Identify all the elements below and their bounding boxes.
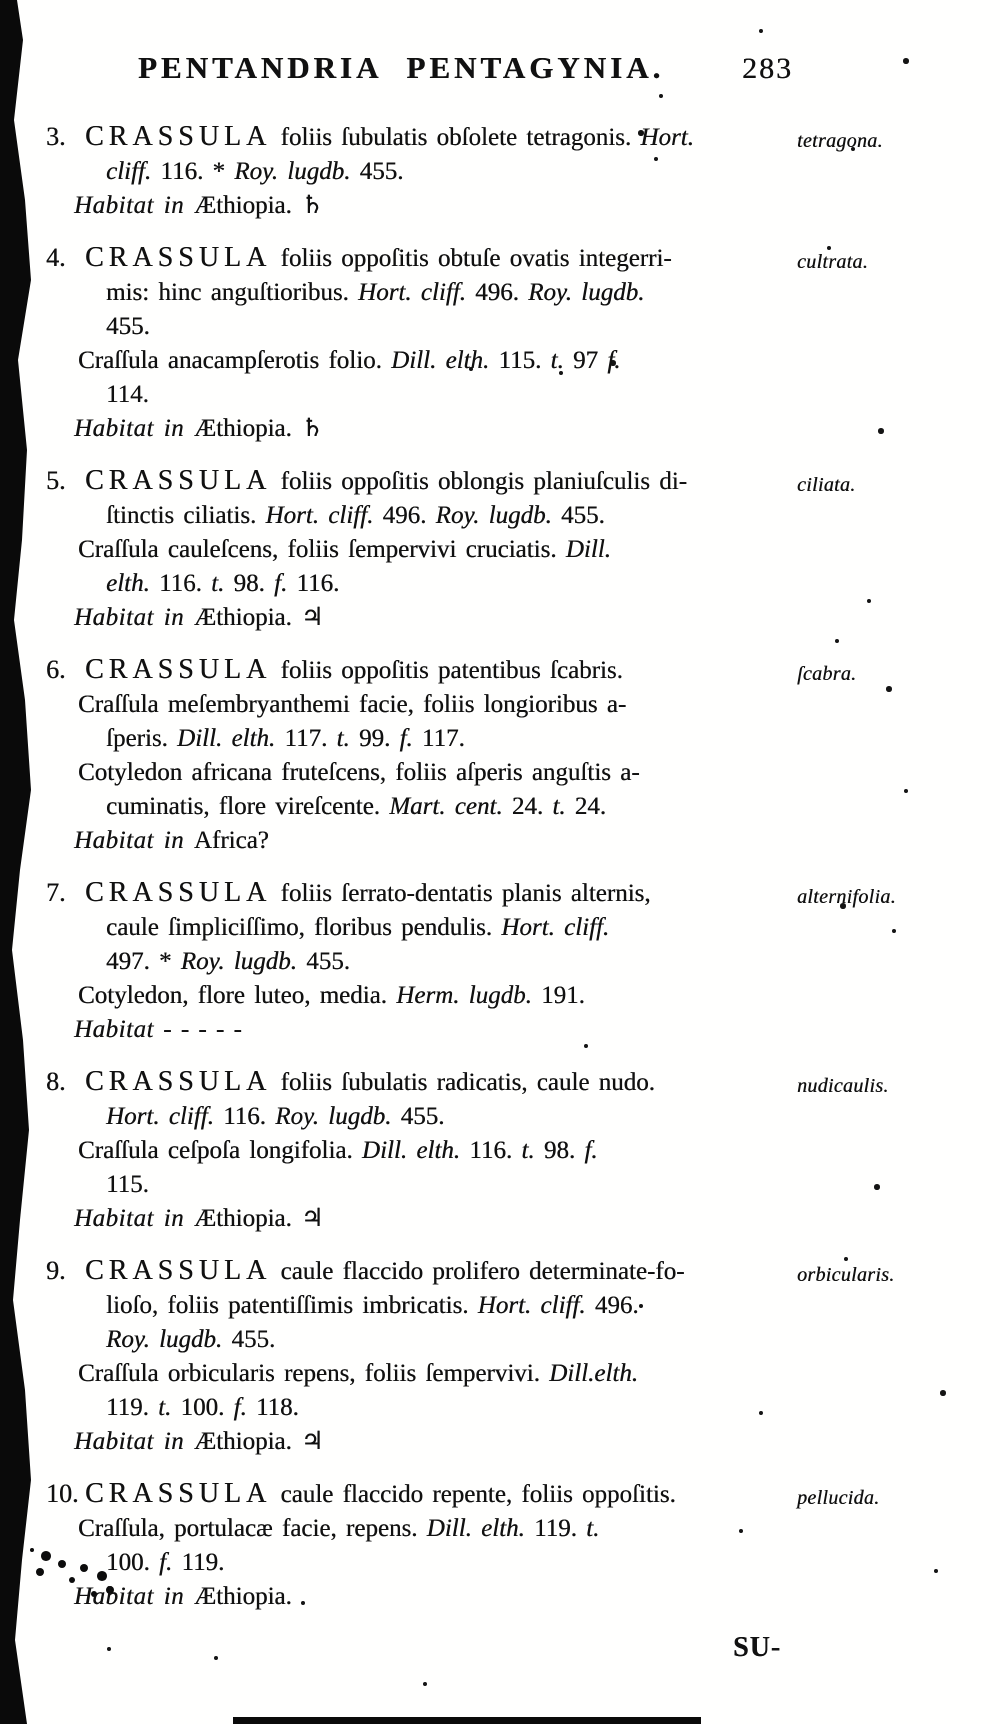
genus-name: CRASSULA — [85, 654, 272, 685]
species-entry — [0, 241, 1000, 446]
text-run: f. — [584, 1137, 598, 1164]
text-run: Mart. cent. — [389, 793, 512, 820]
text-run: Roy. lugdb. — [528, 279, 645, 306]
entry-line — [0, 1546, 1000, 1580]
text-run: Craſſula cauleſcens, foliis ſempervivi cruciatis. — [78, 536, 566, 563]
text-run: Cotyledon africana fruteſcens, foliis aſperis anguſtis a- — [78, 759, 640, 786]
entry-line — [0, 1100, 1000, 1134]
entry-line — [0, 155, 1000, 189]
text-run: Dill. elth. — [391, 347, 499, 374]
text-run: 455. — [359, 158, 404, 185]
text-run: caule ſimpliciſſimo, floribus pendulis. — [106, 914, 502, 941]
text-run: 455. — [400, 1103, 445, 1130]
text-run: Roy. lugdb. — [234, 158, 360, 185]
margin-species-epithet: pellucida. — [797, 1487, 880, 1509]
text-run: foliis oppoſitis patentibus ſcabris. — [271, 657, 623, 684]
text-run: Æthiopia. ♄ — [193, 192, 324, 219]
text-run: 97 — [573, 347, 608, 374]
margin-species-epithet: tetragona. — [797, 130, 883, 152]
entry-line — [0, 310, 1000, 344]
text-run: Hort. cliff. — [477, 1292, 595, 1319]
habitat-line — [0, 1202, 1000, 1236]
text-run: Craſſula orbicularis repens, foliis ſempervivi. — [78, 1360, 550, 1387]
entry-line — [0, 276, 1000, 310]
entry-number: 7. — [46, 878, 66, 907]
entry-line — [0, 756, 1000, 790]
entry-line — [0, 567, 1000, 601]
text-run: 24. — [511, 793, 553, 820]
species-entry — [0, 1477, 1000, 1614]
text-run: f. — [399, 725, 422, 752]
catchword: SU- — [733, 1632, 782, 1663]
habitat-line — [0, 1425, 1000, 1459]
entry-line — [0, 1134, 1000, 1168]
text-run: 99. — [358, 725, 400, 752]
margin-species-epithet: ſcabra. — [797, 663, 857, 685]
text-run: Æthiopia. ♄ — [193, 415, 324, 442]
habitat-line — [0, 824, 1000, 858]
entry-line — [0, 790, 1000, 824]
text-run: Craſſula ceſpoſa longifolia. — [78, 1137, 362, 1164]
text-run: 116. — [223, 1103, 276, 1130]
entry-line — [0, 1065, 1000, 1100]
entry-line — [0, 1254, 1000, 1289]
text-run: Æthiopia. ♃ — [193, 1205, 324, 1232]
text-run: Dill. elth. — [177, 725, 285, 752]
text-run: Hort. cliff. — [501, 914, 610, 941]
margin-species-epithet: cultrata. — [797, 251, 869, 273]
entry-line — [0, 241, 1000, 276]
scan-edge-bar — [233, 1717, 701, 1724]
text-run: 98. — [543, 1137, 585, 1164]
text-run: Roy. lugdb. — [275, 1103, 401, 1130]
entry-number: 9. — [46, 1256, 66, 1285]
text-run: 496. — [475, 279, 529, 306]
text-run: 455. — [561, 502, 605, 529]
text-run: t. — [550, 347, 573, 374]
species-entry — [0, 1065, 1000, 1236]
text-run: 455. — [231, 1326, 276, 1353]
text-run: 119. — [106, 1394, 159, 1421]
text-run: cuminatis, flore vireſcente. — [106, 793, 390, 820]
text-run: 116. * — [160, 158, 235, 185]
species-entry — [0, 464, 1000, 635]
text-run: Dill.elth. — [549, 1360, 639, 1387]
genus-name: CRASSULA — [85, 1255, 272, 1286]
species-entry — [0, 653, 1000, 858]
text-run: mis: hinc anguſtioribus. — [106, 279, 359, 306]
text-run: Africa? — [193, 827, 269, 854]
text-run: Roy. lugdb. — [106, 1326, 232, 1353]
text-run: 191. — [541, 982, 585, 1009]
page-title: PENTANDRIA PENTAGYNIA. — [138, 50, 665, 85]
text-run: 116. — [159, 570, 212, 597]
habitat-line — [0, 412, 1000, 446]
text-run: Habitat in — [74, 192, 194, 219]
entry-line — [0, 1323, 1000, 1357]
entry-line — [0, 945, 1000, 979]
text-run: foliis oppoſitis obtuſe ovatis integerri- — [271, 245, 672, 272]
text-run: caule flaccido prolifero determinate-fo- — [271, 1258, 685, 1285]
text-run: Habitat in — [74, 604, 194, 631]
text-run: ſperis. — [106, 725, 178, 752]
text-run: Roy. lugdb. — [180, 948, 307, 975]
text-run: 496. — [382, 502, 436, 529]
text-run: ſtinctis ciliatis. — [106, 502, 266, 529]
text-run: Craſſula anacampſerotis folio. — [78, 347, 392, 374]
text-run: Craſſula meſembryanthemi facie, foliis longioribus a- — [78, 691, 627, 718]
text-run: Habitat in — [74, 415, 194, 442]
species-entry — [0, 120, 1000, 223]
text-run: Habitat in — [74, 1205, 194, 1232]
text-run: Habitat in — [74, 1428, 194, 1455]
entry-line — [0, 1357, 1000, 1391]
text-run: f. — [274, 570, 297, 597]
entry-line — [0, 344, 1000, 378]
text-run: Herm. lugdb. — [396, 982, 542, 1009]
text-run: Dill. — [565, 536, 611, 563]
text-run: 98. — [233, 570, 275, 597]
text-run: cliff. — [106, 158, 161, 185]
entry-line — [0, 378, 1000, 412]
entry-line — [0, 722, 1000, 756]
text-run: 114. — [106, 381, 149, 408]
genus-name: CRASSULA — [85, 465, 272, 496]
text-run: foliis ſubulatis radicatis, caule nudo. — [271, 1069, 655, 1096]
text-run: Æthiopia. ♃ — [193, 604, 324, 631]
text-run: Habitat — [74, 1016, 154, 1043]
entry-line — [0, 1512, 1000, 1546]
text-run: t. — [552, 793, 575, 820]
page-number: 283 — [742, 52, 793, 85]
entry-number: 8. — [46, 1067, 66, 1096]
margin-species-epithet: alternifolia. — [797, 886, 896, 908]
text-run: f. — [159, 1549, 182, 1576]
entry-line — [0, 1477, 1000, 1512]
text-run: Cotyledon, flore luteo, media. — [78, 982, 397, 1009]
text-run: foliis ſubulatis obſolete tetragonis. — [271, 124, 641, 151]
text-run: t. — [158, 1394, 181, 1421]
text-run: 455. — [306, 948, 350, 975]
entry-line — [0, 464, 1000, 499]
text-run: 119. — [181, 1549, 225, 1576]
text-run: 117. — [421, 725, 465, 752]
entry-line — [0, 1289, 1000, 1323]
text-run: Æthiopia. ♃ — [193, 1428, 324, 1455]
entry-number: 4. — [46, 243, 66, 272]
text-run: 455. — [106, 313, 150, 340]
entry-line — [0, 688, 1000, 722]
entry-line — [0, 1391, 1000, 1425]
text-run: Hort. cliff. — [265, 502, 383, 529]
entry-number: 10. — [46, 1479, 79, 1508]
text-run: 118. — [255, 1394, 299, 1421]
entry-line — [0, 533, 1000, 567]
text-run: Hort. — [640, 124, 694, 151]
text-run: 24. — [574, 793, 607, 820]
text-run: Craſſula, portulacæ facie, repens. — [78, 1515, 427, 1542]
margin-species-epithet: nudicaulis. — [797, 1075, 889, 1097]
habitat-line — [0, 189, 1000, 223]
running-header — [0, 50, 1000, 96]
text-run: 115. — [498, 347, 551, 374]
entry-line — [0, 876, 1000, 911]
entry-line — [0, 1168, 1000, 1202]
entry-number: 6. — [46, 655, 66, 684]
genus-name: CRASSULA — [85, 1066, 272, 1097]
genus-name: CRASSULA — [85, 121, 272, 152]
text-run: 116. — [469, 1137, 522, 1164]
text-run: 100. — [106, 1549, 159, 1576]
genus-name: CRASSULA — [85, 1478, 272, 1509]
text-run: Roy. lugdb. — [435, 502, 562, 529]
species-entry — [0, 1254, 1000, 1459]
genus-name: CRASSULA — [85, 242, 272, 273]
text-run: Dill. elth. — [361, 1137, 470, 1164]
text-run: t. — [521, 1137, 544, 1164]
text-run: Hort. cliff. — [106, 1103, 224, 1130]
text-run: Habitat in — [74, 1583, 194, 1610]
text-run: lioſo, foliis patentiſſimis imbricatis. — [106, 1292, 478, 1319]
margin-species-epithet: orbicularis. — [797, 1264, 895, 1286]
text-run: Habitat in — [74, 827, 194, 854]
entry-line — [0, 979, 1000, 1013]
entry-number: 5. — [46, 466, 66, 495]
text-run: Dill. elth. — [426, 1515, 535, 1542]
text-run: 100. — [180, 1394, 234, 1421]
entries — [0, 120, 1000, 1614]
habitat-line — [0, 1013, 1000, 1047]
entry-number: 3. — [46, 122, 66, 151]
text-run: 115. — [106, 1171, 149, 1198]
text-run: elth. — [106, 570, 159, 597]
genus-name: CRASSULA — [85, 877, 272, 908]
text-run: foliis ſerrato-dentatis planis alternis, — [271, 880, 651, 907]
text-run: 119. — [534, 1515, 587, 1542]
entry-line — [0, 499, 1000, 533]
text-run: f. — [233, 1394, 256, 1421]
text-run: foliis oppoſitis oblongis planiuſculis di- — [271, 468, 687, 495]
text-run: 117. — [284, 725, 337, 752]
text-run: 116. — [296, 570, 340, 597]
entry-line — [0, 120, 1000, 155]
scan-speckles — [0, 0, 2, 2]
habitat-line — [0, 1580, 1000, 1614]
text-run: 496. — [594, 1292, 639, 1319]
text-run: t. — [586, 1515, 600, 1542]
entry-line — [0, 653, 1000, 688]
text-run: - - - - - — [153, 1016, 242, 1043]
text-run: 497. * — [106, 948, 181, 975]
entry-line — [0, 911, 1000, 945]
species-entry — [0, 876, 1000, 1047]
text-run: Æthiopia. — [193, 1583, 292, 1610]
text-run: caule flaccido repente, foliis oppoſitis. — [271, 1481, 676, 1508]
text-run: Hort. cliff. — [358, 279, 476, 306]
text-run: f. — [607, 347, 621, 374]
margin-species-epithet: ciliata. — [797, 474, 856, 496]
text-run: t. — [336, 725, 359, 752]
text-run: t. — [211, 570, 234, 597]
habitat-line — [0, 601, 1000, 635]
